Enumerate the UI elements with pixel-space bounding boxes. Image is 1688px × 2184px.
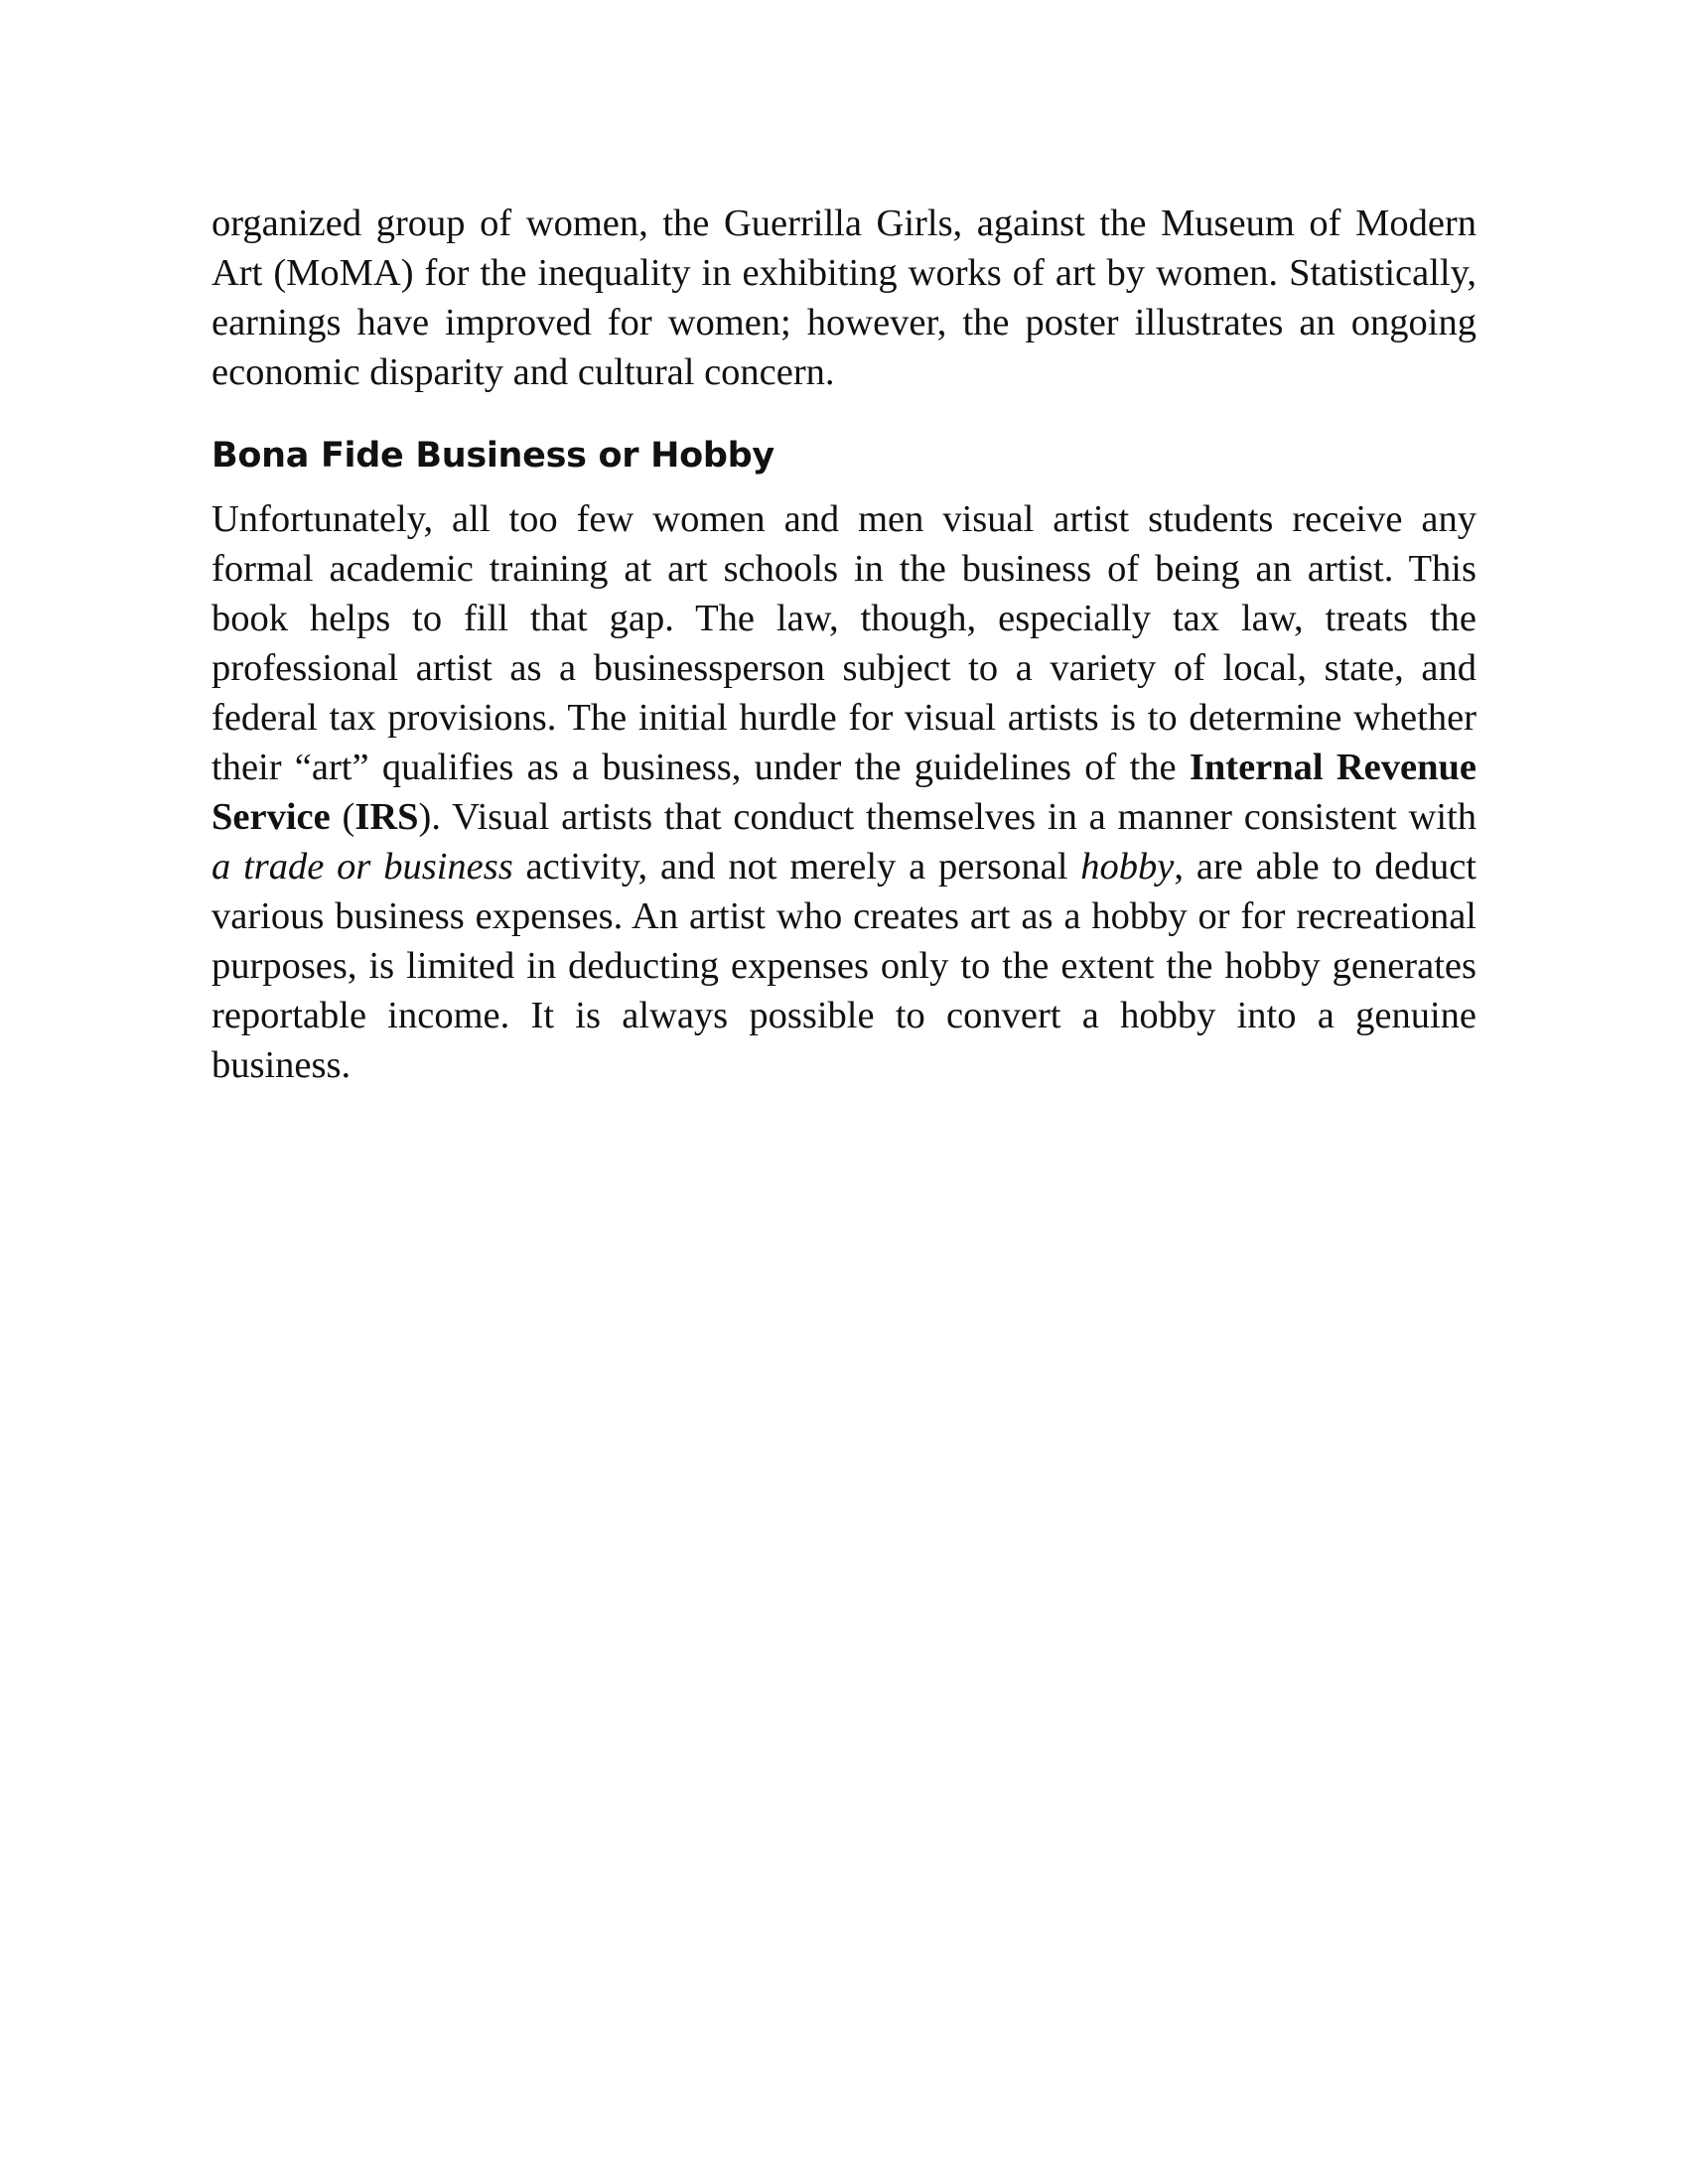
paragraph-text-part1: Unfortunately, all too few women and men visual artist students receive any formal academic training at art schools in the business of being an artist. This book helps to fill that gap. The law, though, especially tax law, treats the professional artist as a businessperson subject to a variety of local, state, and federal tax provisions. The initial hurdle for visual artists is to determine whether their “art” qualifies as a business, under the guidelines of the [211, 498, 1477, 788]
page-content [211, 199, 1477, 1090]
paragraph-text-part4: , are able to deduct various business expenses. An artist who creates art as a hobby or for recreational purposes, is limited in deducting expenses only to the extent the hobby generates reportable income. It is always possible to convert a hobby into a genuine business. [211, 846, 1477, 1086]
section-heading: Bona Fide Business or Hobby [211, 436, 774, 476]
term-hobby: hobby [1080, 846, 1175, 887]
paragraph-open-paren: ( [330, 796, 355, 838]
paragraph-text-part2: ). Visual artists that conduct themselves in a manner consistent with [418, 796, 1477, 838]
term-internal-revenue-service: Internal Revenue Service [211, 747, 1477, 838]
paragraph-text-part3: activity, and not merely a personal [512, 846, 1081, 887]
term-trade-or-business: a trade or business [211, 846, 513, 887]
term-irs-abbreviation: IRS [354, 796, 419, 838]
intro-paragraph: organized group of women, the Guerrilla Girls, against the Museum of Modern Art (MoMA) for the inequality in exhibiting works of art by women. Statistically, earnings have improved for women; however, the poster illustrates an ongoing economic disparity and cultural concern. [211, 203, 1477, 393]
section-paragraph [211, 494, 1477, 1090]
